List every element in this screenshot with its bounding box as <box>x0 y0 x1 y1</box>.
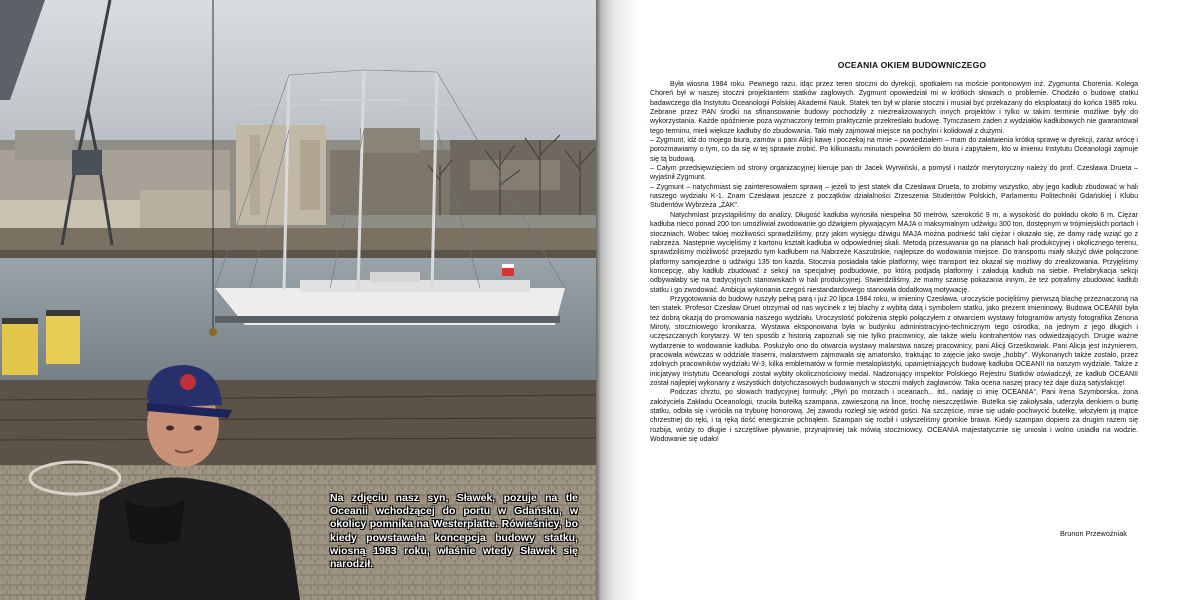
photo-caption: Na zdjęciu nasz syn, Sławek, pozuje na tle Oceanii wchodzącej do portu w Gdańsku, w okolicy pomnika na Westerplatte. Rówieśnicy, bo kiedy powstawała koncepcja budowy statku, wiosną 1983 roku, właśnie wtedy Sławek się narodził. <box>330 492 578 571</box>
article-body <box>650 80 1138 444</box>
paragraph: – Całym przedsięwzięciem od strony organizacyjnej kieruje pan dr Jacek Wyrwiński, a pomysł i nadzór merytoryczny należy do prof. Czesława Drueta – wyjaśnił Zygmunt. <box>650 165 1138 182</box>
city-skyline <box>0 125 600 240</box>
paragraph: Podczas chrztu, po słowach tradycyjnej formuły: „Płyń po morzach i oceanach... itd., nadaję ci imię OCEANIA", Pani Irena Szymborska, żona założyciela Zakładu Oceanologii, rzuciła butelką szampana, zawieszoną na lince, trochę nieszczęśliwie. Butelka się zakołysała, uderzyła denkiem o burtę statku, odbiła się i wróciła na trybunę honorową. Jej zawodu rozległ się wśród gości. Na szczęście, mnie się udało pochwycić butelkę, włożyłem ją mątce chrzestnej do ręki, i tą ręką dość energicznie pchnąłem. Szampan się rozbił i usłyszeliśmy gromkie brawa. Kiedy szampan dopiero za drugim razem się rozbija, wróży to długie i szczęśliwe pływanie, przynajmniej tak mówią stoczniowcy. OCEANIA majestatycznie się uniosła i wolno usiadła na wodzie. Wodowanie się udało! <box>650 389 1138 444</box>
article-title: OCEANIA OKIEM BUDOWNICZEGO <box>837 60 987 70</box>
paragraph: Przygotowania do budowy ruszyły pełną parą i już 20 lipca 1984 roku, w imieniny Czesława, uroczyście pocięliśmy pierwszą blachę przeznaczoną na ten statek. Profesor Czesław Druet otrzymał od nas wycinek z tej blachy z wybitą datą i symbolem statku, jako prezent imieninowy. Budowa OCEANII była też dobrą okazją do promowania naszego wydziału. Uroczystość położenia stępki połączyłem z otwarciem wystawy fotogramów artysty fotografika Zenona Miroty, stoczniowego kronikarza. Wystawa eksponowana była w budynku administracyjno-technicznym tego ośrodka, na jednym z jego długich i uczęszczanych korytarzy. W ten sposób z historią zapoznali się nie tylko pracownicy, ale także wielu kontrahentów nas odwiedzających. Drugie ważne wydarzenie to wodowanie kadłuba. Posłużyło ono do otwarcia wystawy malarstwa naszej pracownicy, pani Alicji Grześkowiak. Pani Alicja jest inżynierem, pracowała wówczas w oddziale traserni, malarstwem zajmowała się amatorsko, traktując to zajęcie jako swoje „hobby". Wykonanych także zostało, przez zdolnych pracowników wydziału W-3, kilka emblematów w formie metaloplastyki, upamiętniających budowę kadłuba OCEANII na naszym wydziale. Także z inicjatywy Instytutu Oceanologii został wybity okolicznościowy medal. Nadzorujący inspektor Polskiego Rejestru Statków oświadczył, że kadłub OCEANII został najlepiej wykonany z wszystkich dotychczasowych budowanych w stoczni małych żaglowców. Taka ocena naszej pracy też daje dużą satysfakcję! <box>650 295 1138 387</box>
paragraph: – Zygmunt – natychmiast się zainteresowałem sprawą – jeżeli to jest statek dla Czesława Drueta, to zrobimy wszystko, aby jego kadłub zbudować w hali naszego wydziału K-1. Znam Czesława jeszcze z początków działalności Zrzeszenia Studentów Polskich, Parlamentu Politechniki Gdańskiej i Klubu Studentów Wybrzeża „ŻAK". <box>650 183 1138 210</box>
book-gutter <box>596 0 642 600</box>
paragraph: Natychmiast przystąpiliśmy do analizy. Długość kadłuba wynosiła niespełna 50 metrów, szerokość 9 m, a wysokość do pokładu około 6 m. Ciężar kadłuba nieco ponad 200 ton umożliwiał zwodowanie go dźwigiem pływającym MAJA o maksymalnym udźwigu 300 ton, dostępnym w trójmiejskich portach i stoczniach. Wobec takiej możliwości sprawdziliśmy, przy jakim wysięgu dźwigu MAJA można podnieść taki ciężar i okazało się, że damy radę wziąć go z nabrzeża. Następnie wycięliśmy z kartonu kształt kadłuba w odpowiedniej skali. Metodą przesuwania go na planach hali produkcyjnej i okolicznego terenu, sprawdziliśmy możliwość przejazdu tym kadłubem na Nabrzeże Kaszubskie, najlepsze do wodowania miejsce. Do transportu miały służyć dwie połączone platformy samojezdne o udźwigu 135 ton każda. Stocznia posiadała takie platformy, więc transport też okazał się możliwy do zrealizowania. Przyjęliśmy koncepcję, aby kadłub zbudować z sekcji na specjalnej podbudowie, po którą podjadą platformy i załadują kadłub na siebie. Prefabrykacja sekcji odbywałaby się na tradycyjnych stanowiskach w hali produkcyjnej. Stwierdziliśmy, że mamy szansę pokazania innym, że też potrafimy zbudować kadłub statku i go zwodować. Ambicja wykonania czegoś niestandardowego stanowiła dodatkową motywację. <box>650 211 1138 294</box>
shrubs <box>0 380 600 470</box>
paragraph: – Zygmunt, idź do mojego biura, zamów u pani Alicji kawę i poczekaj na mnie – powiedziałem – mam do załatwienia krótką sprawę w dyrekcji, zaraz wrócę i porozmawiamy o tym, co da się w tej sprawie zrobić. Po kilkunastu minutach powróciłem do biura i zapytałem, kto w imieniu Instytutu Oceanologii zajmuje się tą budową. <box>650 137 1138 163</box>
article-page <box>642 0 1200 600</box>
paragraph: Była wiosna 1984 roku. Pewnego razu, idąc przez teren stoczni do dyrekcji, spotkałem na moście pontonowym inż. Zygmunta Chorenia. Kolega Choreń był w naszej stoczni projektantem statków żaglowych. Zygmunt opowiedział mi w krótkich słowach o problemie. Chodziło o budowę statku badawczego dla Instytutu Oceanologii Polskiej Akademii Nauk. Statek ten był w planie stoczni i musiał być przekazany do eksploatacji do końca 1985 roku. Zebrane przez PAN środki na sfinansowanie budowy pochodziły z niezrealizowanych innych projektów i tylko w takim terminie możliwe były do wykorzystania. Każde opóźnienie poza wyznaczony termin praktycznie przekreślało budowę. Tymczasem żaden z wydziałów kadłubowych nie gwarantował tego terminu, mieli większe kadłuby do zbudowania. Taki mały zajmował miejsce na pochylni i kolidował z dużymi. <box>650 81 1138 135</box>
author-signature: Brunon Przewoźniak <box>1060 529 1127 538</box>
